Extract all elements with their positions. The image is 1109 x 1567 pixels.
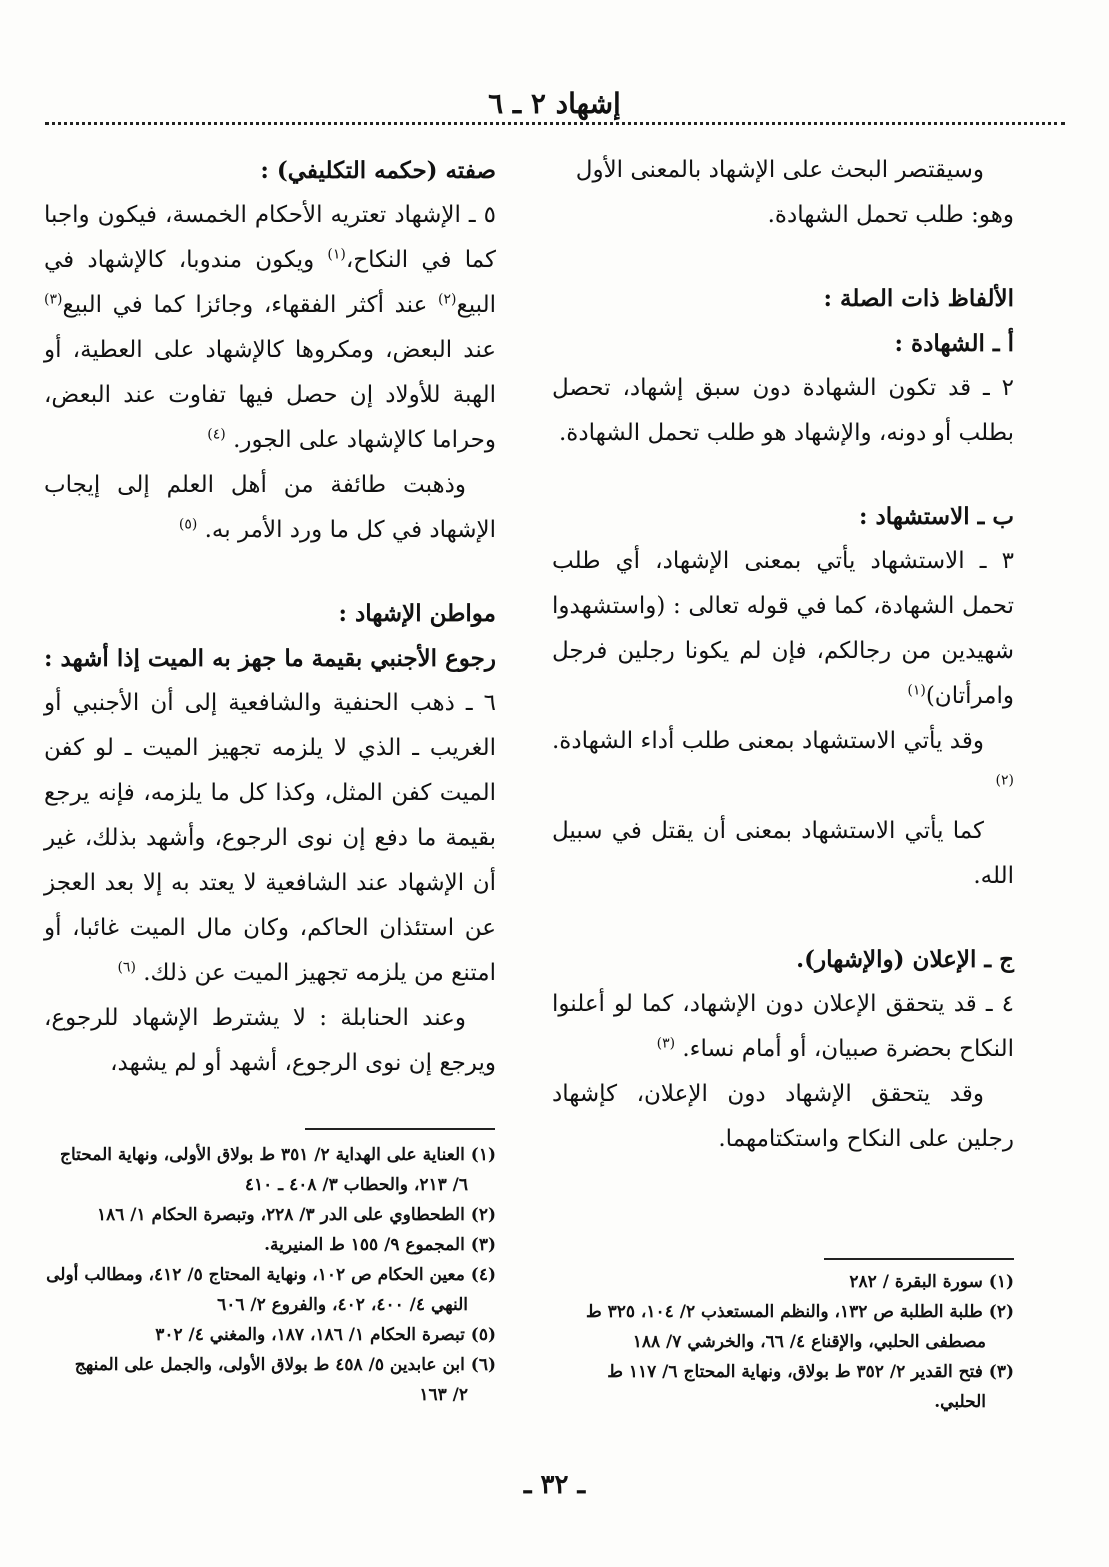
- footnote-item: [552, 1357, 1014, 1417]
- footnote-item: [44, 1320, 496, 1350]
- footnote-item: [552, 1297, 1014, 1357]
- footnote-number: (٥): [470, 1325, 496, 1345]
- paragraph-6b: وعند الحنابلة : لا يشترط الإشهاد للرجوع، ويرجع إن نوى الرجوع، أشهد أو لم يشهد،: [44, 1005, 496, 1076]
- footnote-item: [44, 1140, 496, 1200]
- footnote-continuation: مصطفى الحلبي، والإقناع ٤/ ٦٦، والخرشي ٧/ ١٨٨: [632, 1332, 986, 1352]
- footnote-text: العناية على الهداية ٢/ ٣٥١ ط بولاق الأولى، ونهاية المحتاج: [60, 1145, 465, 1165]
- footnote-text: طلبة الطلبة ص ١٣٢، والنظم المستعذب ٢/ ١٠٤، ٣٢٥ ط: [585, 1302, 983, 1322]
- footnote-ref: (٢): [438, 291, 457, 308]
- paragraph-5-part-d: عند البعض، ومكروها كالإشهاد على العطية، أو الهبة للأولاد إن حصل فيها تفاوت عند البعض، وحراما كالإشهاد على الجور.: [44, 337, 496, 453]
- footnote-continuation: ٦/ ٢١٣، والحطاب ٣/ ٤٠٨ ـ ٤١٠: [244, 1175, 468, 1195]
- intro-line-2: وهو: طلب تحمل الشهادة.: [767, 202, 1014, 228]
- footnotes-left: [44, 1140, 496, 1410]
- footnote-ref: (٥): [178, 516, 198, 533]
- mawatin-heading: مواطن الإشهاد :: [338, 600, 496, 627]
- footnote-rule-left: [305, 1128, 495, 1130]
- footnote-text: المجموع ٩/ ١٥٥ ط المنيرية.: [264, 1235, 465, 1255]
- footnote-number: (٤): [470, 1265, 496, 1285]
- footnote-text: ابن عابدين ٥/ ٤٥٨ ط بولاق الأولى، والجمل على المنهج: [74, 1355, 465, 1375]
- shahada-heading: أ ـ الشهادة :: [894, 330, 1014, 357]
- istishhad-heading: ب ـ الاستشهاد :: [859, 503, 1014, 530]
- footnote-ref: (٢): [995, 772, 1014, 789]
- paragraph-5-part-c: عند أكثر الفقهاء، وجائزا كما في البيع: [62, 292, 438, 318]
- paragraph-5b-text: وذهبت طائفة من أهل العلم إلى إيجاب الإشهاد في كل ما ورد الأمر به.: [44, 472, 496, 543]
- paragraph-5-part-b: ويكون مندوبا، كالإشهاد في البيع: [44, 247, 496, 318]
- footnote-text: سورة البقرة / ٢٨٢: [849, 1272, 983, 1292]
- paragraph-6-text: ٦ ـ ذهب الحنفية والشافعية إلى أن الأجنبي أو الغريب ـ الذي لا يلزمه تجهيز الميت ـ لو كفن الميت كفن المثل، وكذا كل ما يلزمه، فإنه يرجع بقيمة ما دفع إن نوى الرجوع، وأشهد بذلك، غير أن الإشهاد عند الشافعية لا يعتد به إلا بعد العجز عن استئذان الحاكم، وكان مال الميت غائبا، أو امتنع من يلزمه تجهيز الميت عن ذلك.: [44, 690, 496, 986]
- footnote-ref: (٣): [44, 291, 63, 308]
- paragraph-5-part-a: ٥ ـ الإشهاد تعتريه الأحكام الخمسة، فيكون واجبا كما في النكاح،: [44, 202, 496, 273]
- ilan-heading: ج ـ الإعلان (والإشهار).: [796, 946, 1014, 973]
- footnote-text: الطحطاوي على الدر ٣/ ٢٢٨، وتبصرة الحكام ١/ ١٨٦: [96, 1205, 465, 1225]
- footnote-ref: (٤): [207, 426, 226, 443]
- paragraph-3b: [552, 719, 1014, 809]
- paragraph-4-text: ٤ ـ قد يتحقق الإعلان دون الإشهاد، كما لو أعلنوا النكاح بحضرة صبيان، أو أمام نساء.: [552, 991, 1014, 1062]
- paragraph-3-text: ٣ ـ الاستشهاد يأتي بمعنى الإشهاد، أي طلب تحمل الشهادة، كما في قوله تعالى : (واستشهدوا شهيدين من رجالكم، فإن لم يكونا رجلين فرجل وامرأتان): [552, 548, 1014, 709]
- footnote-text: معين الحكام ص ١٠٢، ونهاية المحتاج ٥/ ٤١٢، ومطالب أولى: [46, 1265, 465, 1285]
- footnote-number: (٢): [988, 1302, 1014, 1322]
- page-number: ـ ٣٢ ـ: [523, 1470, 586, 1500]
- left-column: [44, 148, 496, 1086]
- footnote-item: [44, 1230, 496, 1260]
- footnote-rule-right: [824, 1258, 1014, 1260]
- paragraph-5b: [44, 463, 496, 553]
- footnote-item: [44, 1350, 496, 1410]
- footnote-number: (٣): [988, 1362, 1014, 1382]
- footnote-text: فتح القدير ٢/ ٣٥٢ ط بولاق، ونهاية المحتاج ٦/ ١١٧ ط: [607, 1362, 983, 1382]
- hukm-heading: صفته (حكمه التكليفي) :: [260, 157, 496, 184]
- paragraph-3b-text: وقد يأتي الاستشهاد بمعنى طلب أداء الشهادة.: [552, 728, 984, 754]
- footnote-ref: (٦): [117, 959, 136, 976]
- footnote-item: [44, 1200, 496, 1230]
- paragraph-6: [44, 681, 496, 996]
- footnote-number: (٢): [470, 1205, 496, 1225]
- paragraph-4: [552, 982, 1014, 1072]
- paragraph-5: [44, 193, 496, 463]
- footnote-number: (٣): [470, 1235, 496, 1255]
- running-head: إشهاد ٢ ـ ٦: [488, 87, 621, 120]
- intro-line-1: وسيقتصر البحث على الإشهاد بالمعنى الأول: [575, 157, 984, 183]
- footnote-number: (١): [470, 1145, 496, 1165]
- paragraph-3c: كما يأتي الاستشهاد بمعنى أن يقتل في سبيل الله.: [552, 818, 1014, 889]
- footnote-ref: (١): [327, 246, 346, 263]
- footnote-item: [44, 1260, 496, 1320]
- footnote-number: (١): [988, 1272, 1014, 1292]
- footnotes-right: [552, 1267, 1014, 1417]
- footnote-ref: (٣): [656, 1035, 676, 1052]
- footnote-text: تبصرة الحكام ١/ ١٨٦، ١٨٧، والمغني ٤/ ٣٠٢: [155, 1325, 465, 1345]
- paragraph-3: [552, 539, 1014, 719]
- related-terms-heading: الألفاظ ذات الصلة :: [823, 285, 1014, 312]
- footnote-item: [552, 1267, 1014, 1297]
- footnote-number: (٦): [470, 1355, 496, 1375]
- footnote-ref: (١): [907, 682, 926, 699]
- rujoo-heading: رجوع الأجنبي بقيمة ما جهز به الميت إذا أشهد :: [43, 645, 496, 672]
- paragraph-4b: وقد يتحقق الإشهاد دون الإعلان، كإشهاد رجلين على النكاح واستكتامهما.: [552, 1081, 1014, 1152]
- right-column: [552, 148, 1014, 1162]
- paragraph-2: ٢ ـ قد تكون الشهادة دون سبق إشهاد، تحصل بطلب أو دونه، والإشهاد هو طلب تحمل الشهادة.: [552, 375, 1014, 446]
- header-rule: [45, 122, 1065, 125]
- footnote-continuation: ٢/ ١٦٣: [419, 1385, 468, 1405]
- footnote-continuation: النهي ٤/ ٤٠٠، ٤٠٢، والفروع ٢/ ٦٠٦: [217, 1295, 468, 1315]
- footnote-continuation: الحلبي.: [934, 1392, 986, 1412]
